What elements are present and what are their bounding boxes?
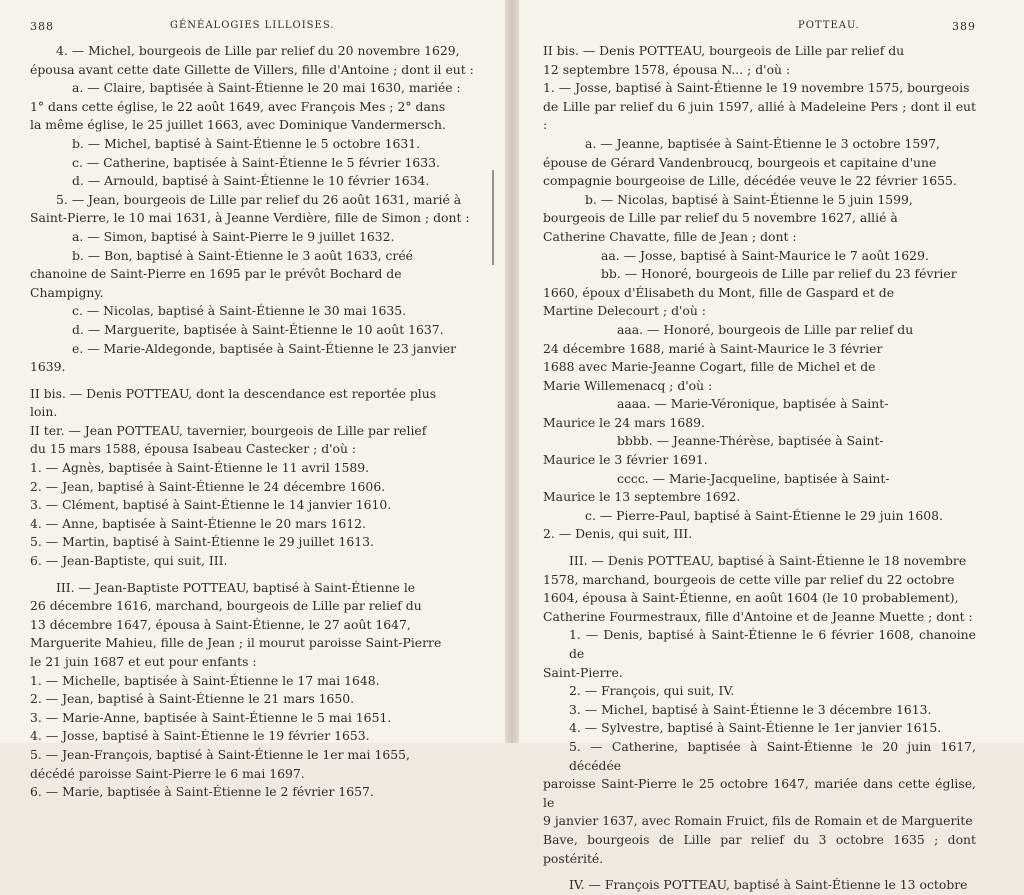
text-line: d. — Marguerite, baptisée à Saint-Étienne le 10 août 1637. <box>72 321 444 337</box>
text-line: II bis. — Denis POTTEAU, dont la descendance est reportée plus <box>30 385 437 401</box>
text-line: du 15 mars 1588, épousa Isabeau Castecker ; d'où : <box>30 441 357 457</box>
text-line: 24 décembre 1688, marié à Saint-Maurice le 3 février <box>543 340 883 356</box>
text-line: 6. — Marie, baptisée à Saint-Étienne le 2 février 1657. <box>30 784 374 800</box>
text-line: Marguerite Mahieu, fille de Jean ; il mourut paroisse Saint-Pierre <box>30 635 442 651</box>
text-line: 1. — Michelle, baptisée à Saint-Étienne le 17 mai 1648. <box>30 672 380 688</box>
text-line: 1660, époux d'Élisabeth du Mont, fille de Gaspard et de <box>543 284 895 300</box>
text-line: 5. — Catherine, baptisée à Saint-Étienne le 20 juin 1617, décédée <box>569 738 976 773</box>
text-line: 4. — Michel, bourgeois de Lille par relief du 20 novembre 1629, <box>56 43 460 58</box>
text-line: 3. — Marie-Anne, baptisée à Saint-Étienne le 5 mai 1651. <box>30 709 392 725</box>
text-line: loin. <box>30 404 58 420</box>
text-line: le 21 juin 1687 et eut pour enfants : <box>30 654 257 669</box>
text-line: 5. — Martin, baptisé à Saint-Étienne le 29 juillet 1613. <box>30 534 374 550</box>
text-line: 1639. <box>30 359 66 375</box>
text-line: III. — Jean-Baptiste POTTEAU, baptisé à Saint-Étienne le <box>56 579 416 595</box>
text-line: 4. — Sylvestre, baptisé à Saint-Étienne le 1er janvier 1615. <box>569 720 942 736</box>
margin-mark <box>492 170 502 265</box>
text-line: Maurice le 3 février 1691. <box>543 452 708 468</box>
text-line: 2. — Denis, qui suit, III. <box>543 526 693 542</box>
text-line: aa. — Josse, baptisé à Saint-Maurice le 7 août 1629. <box>601 247 929 263</box>
text-line: bourgeois de Lille par relief du 5 novembre 1627, allié à <box>543 210 898 226</box>
text-line: bbbb. — Jeanne-Thérèse, baptisée à Saint- <box>617 433 884 449</box>
paragraph-gap <box>30 377 483 385</box>
text-line: b. — Nicolas, baptisé à Saint-Étienne le 5 juin 1599, <box>585 191 913 207</box>
text-line: 4. — Josse, baptisé à Saint-Étienne le 19 février 1653. <box>30 728 370 744</box>
text-line: b. — Michel, baptisé à Saint-Étienne le 5 octobre 1631. <box>72 135 421 151</box>
text-line: III. — Denis POTTEAU, baptisé à Saint-Étienne le 18 novembre <box>569 553 967 569</box>
text-line: a. — Jeanne, baptisée à Saint-Étienne le 3 octobre 1597, <box>585 135 940 151</box>
text-line: épouse de Gérard Vandenbroucq, bourgeois et capitaine d'une <box>543 154 937 170</box>
text-line: 3. — Clément, baptisé à Saint-Étienne le 14 janvier 1610. <box>30 497 392 513</box>
text-line: Saint-Pierre. <box>543 664 623 680</box>
text-line: e. — Marie-Aldegonde, baptisée à Saint-Étienne le 23 janvier <box>72 340 457 356</box>
running-title: GÉNÉALOGIES LILLOISES. <box>170 20 335 31</box>
text-line: 6. — Jean-Baptiste, qui suit, III. <box>30 553 228 569</box>
text-line: Maurice le 24 mars 1689. <box>543 414 705 430</box>
text-line: Martine Delecourt ; d'où : <box>543 303 706 319</box>
paragraph-gap <box>543 544 976 552</box>
text-line: Champigny. <box>30 284 104 300</box>
text-line: de Lille par relief du 6 juin 1597, allié à Madeleine Pers ; dont il eut : <box>543 98 976 133</box>
text-line: aaa. — Honoré, bourgeois de Lille par relief du <box>617 321 914 337</box>
text-line: 1688 avec Marie-Jeanne Cogart, fille de Michel et de <box>543 359 876 375</box>
paragraph-gap <box>30 571 483 579</box>
text-line: d. — Arnould, baptisé à Saint-Étienne le 10 février 1634. <box>72 173 430 189</box>
text-line: paroisse Saint-Pierre le 25 octobre 1647, mariée dans cette église, le <box>543 776 976 810</box>
text-line: II ter. — Jean POTTEAU, tavernier, bourgeois de Lille par relief <box>30 422 427 438</box>
text-line: c. — Nicolas, baptisé à Saint-Étienne le 30 mai 1635. <box>72 303 407 319</box>
page-number: 389 <box>952 20 976 33</box>
text-line: Catherine Chavatte, fille de Jean ; dont : <box>543 228 797 244</box>
text-line: Marie Willemenacq ; d'où : <box>543 377 713 393</box>
left-page-body <box>30 42 483 802</box>
text-line: 12 septembre 1578, épousa N... ; d'où : <box>543 61 791 77</box>
running-title: POTTEAU. <box>798 20 860 31</box>
text-line: 2. — Jean, baptisé à Saint-Étienne le 24 décembre 1606. <box>30 478 386 494</box>
text-line: 1578, marchand, bourgeois de cette ville par relief du 22 octobre <box>543 571 955 587</box>
text-line: 1. — Denis, baptisé à Saint-Étienne le 6 février 1608, chanoine de <box>569 627 976 661</box>
text-line: 5. — Jean-François, baptisé à Saint-Étienne le 1er mai 1655, <box>30 746 410 762</box>
text-line: Maurice le 13 septembre 1692. <box>543 489 741 505</box>
right-page <box>519 0 1024 893</box>
text-line: IV. — François POTTEAU, baptisé à Saint-Étienne le 13 octobre <box>569 877 968 893</box>
text-line: épousa avant cette date Gillette de Villers, fille d'Antoine ; dont il eut : <box>30 61 474 77</box>
right-page-header <box>543 20 976 42</box>
paragraph-gap <box>543 868 976 876</box>
page-number: 388 <box>30 20 54 33</box>
left-page <box>0 0 505 800</box>
text-line: 2. — Jean, baptisé à Saint-Étienne le 21 mars 1650. <box>30 691 355 707</box>
text-line: 9 janvier 1637, avec Romain Fruict, fils de Romain et de Marguerite <box>543 813 973 829</box>
text-line: Catherine Fourmestraux, fille d'Antoine et de Jeanne Muette ; dont : <box>543 608 973 624</box>
text-line: 4. — Anne, baptisée à Saint-Étienne le 20 mars 1612. <box>30 515 366 531</box>
text-line: chanoine de Saint-Pierre en 1695 par le prévôt Bochard de <box>30 266 402 282</box>
text-line: 5. — Jean, bourgeois de Lille par relief du 26 août 1631, marié à <box>56 191 462 207</box>
text-line: 13 décembre 1647, épousa à Saint-Étienne, le 27 août 1647, <box>30 616 411 632</box>
text-line: cccc. — Marie-Jacqueline, baptisée à Saint- <box>617 470 890 486</box>
text-line: aaaa. — Marie-Véronique, baptisée à Saint- <box>617 396 889 412</box>
text-line: la même église, le 25 juillet 1663, avec Dominique Vandermersch. <box>30 117 446 133</box>
text-line: b. — Bon, baptisé à Saint-Étienne le 3 août 1633, créé <box>72 247 413 263</box>
text-line: Bave, bourgeois de Lille par relief du 3 octobre 1635 ; dont postérité. <box>543 831 976 866</box>
text-line: a. — Simon, baptisé à Saint-Pierre le 9 juillet 1632. <box>72 228 395 244</box>
text-line: bb. — Honoré, bourgeois de Lille par relief du 23 février <box>601 266 957 282</box>
text-line: compagnie bourgeoise de Lille, décédée veuve le 22 février 1655. <box>543 173 957 189</box>
left-page-header <box>30 20 483 42</box>
text-line: c. — Pierre-Paul, baptisé à Saint-Étienne le 29 juin 1608. <box>585 507 943 523</box>
text-line: 1° dans cette église, le 22 août 1649, avec François Mes ; 2° dans <box>30 98 446 114</box>
text-line: 1. — Josse, baptisé à Saint-Étienne le 19 novembre 1575, bourgeois <box>543 80 970 96</box>
book-gutter <box>505 0 519 743</box>
text-line: c. — Catherine, baptisée à Saint-Étienne le 5 février 1633. <box>72 154 440 170</box>
text-line: 1604, épousa à Saint-Étienne, en août 1604 (le 10 probablement), <box>543 590 959 606</box>
text-line: 3. — Michel, baptisé à Saint-Étienne le 3 décembre 1613. <box>569 701 932 717</box>
text-line: II bis. — Denis POTTEAU, bourgeois de Lille par relief du <box>543 43 905 58</box>
text-line: 1. — Agnès, baptisée à Saint-Étienne le 11 avril 1589. <box>30 460 370 476</box>
text-line: a. — Claire, baptisée à Saint-Étienne le 20 mai 1630, mariée : <box>72 80 461 96</box>
text-line: décédé paroisse Saint-Pierre le 6 mai 1697. <box>30 765 305 781</box>
text-line: 26 décembre 1616, marchand, bourgeois de Lille par relief du <box>30 598 422 614</box>
text-line: Saint-Pierre, le 10 mai 1631, à Jeanne Verdière, fille de Simon ; dont : <box>30 210 470 226</box>
right-page-body <box>543 42 976 895</box>
text-line: 2. — François, qui suit, IV. <box>569 683 735 699</box>
